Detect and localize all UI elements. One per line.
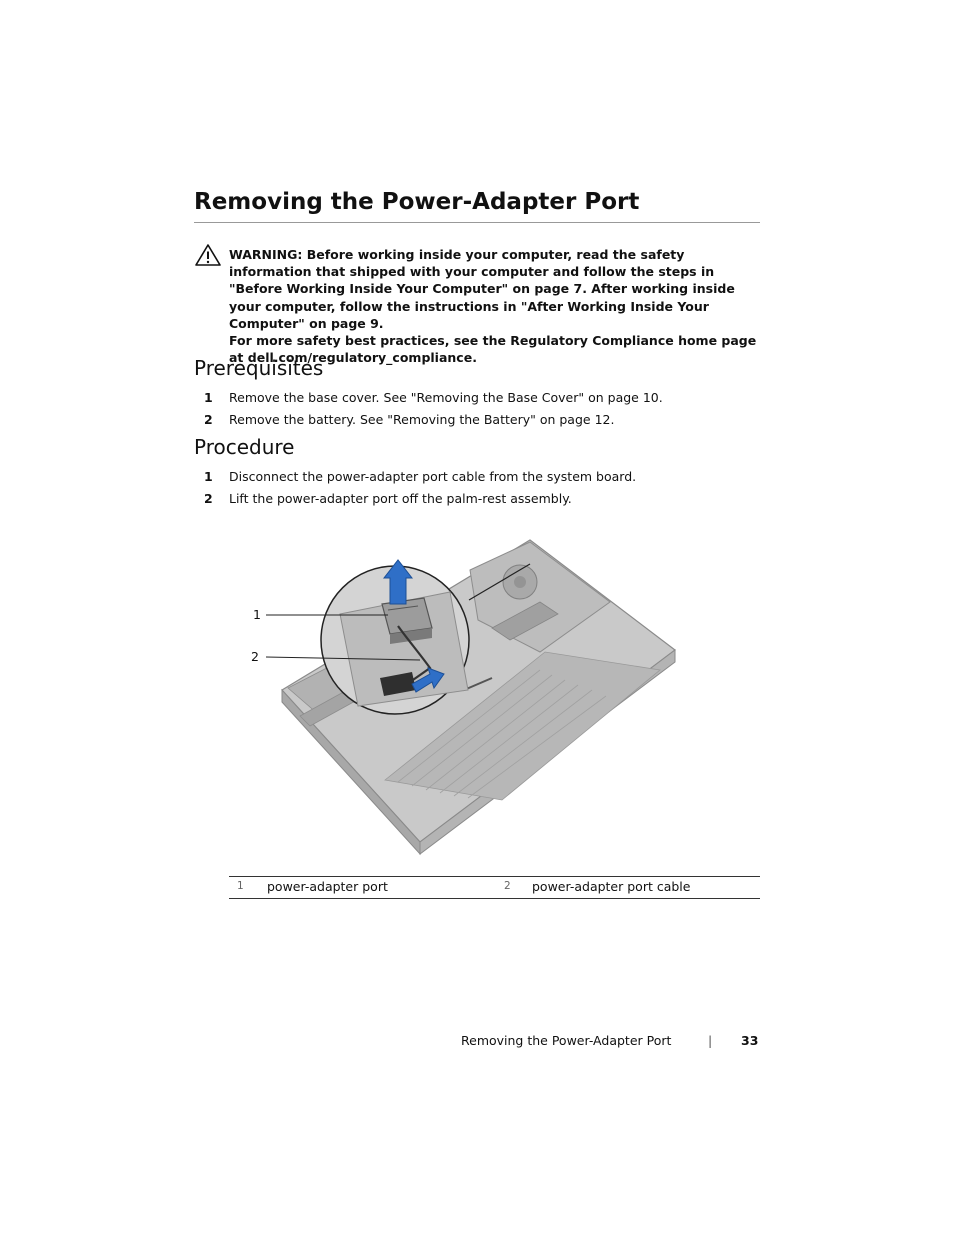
list-item (204, 387, 764, 409)
warning-paragraph: For more safety best practices, see the Regulatory Compliance home page at dell.com/regulatory_compliance. (229, 333, 757, 366)
step-text: Lift the power-adapter port off the palm-rest assembly. (229, 491, 572, 506)
legend-table (229, 876, 760, 899)
procedure-list (204, 466, 764, 510)
legend-number: 1 (237, 880, 244, 892)
list-item (204, 466, 764, 488)
procedure-heading: Procedure (194, 435, 295, 459)
callout-1: 1 (253, 607, 261, 622)
legend-label: power-adapter port cable (532, 879, 691, 894)
step-text: Disconnect the power-adapter port cable from the system board. (229, 469, 637, 484)
step-number: 2 (204, 412, 213, 427)
warning-paragraph: WARNING: Before working inside your computer, read the safety information that shipped with your computer and follow the steps in "Before Working Inside Your Computer" on page 7. After working inside your computer, follow the instructions in "After Working Inside Your Computer" on page 9. (229, 247, 735, 331)
prerequisites-heading: Prerequisites (194, 356, 324, 380)
step-text: Remove the battery. See "Removing the Battery" on page 12. (229, 412, 615, 427)
legend-label: power-adapter port (267, 879, 388, 894)
list-item (204, 409, 764, 431)
page-number: 33 (741, 1033, 759, 1048)
page-title: Removing the Power-Adapter Port (194, 189, 760, 223)
laptop-illustration (240, 530, 700, 860)
list-item (204, 488, 764, 510)
warning-text (229, 246, 757, 366)
prerequisites-list (204, 387, 764, 431)
warning-icon (194, 243, 222, 267)
step-number: 1 (204, 469, 213, 484)
callout-2: 2 (251, 649, 259, 664)
step-number: 1 (204, 390, 213, 405)
footer-section-title: Removing the Power-Adapter Port (461, 1033, 672, 1048)
step-text: Remove the base cover. See "Removing the Base Cover" on page 10. (229, 390, 663, 405)
step-number: 2 (204, 491, 213, 506)
footer-separator: | (708, 1033, 713, 1048)
legend-number: 2 (504, 880, 511, 892)
